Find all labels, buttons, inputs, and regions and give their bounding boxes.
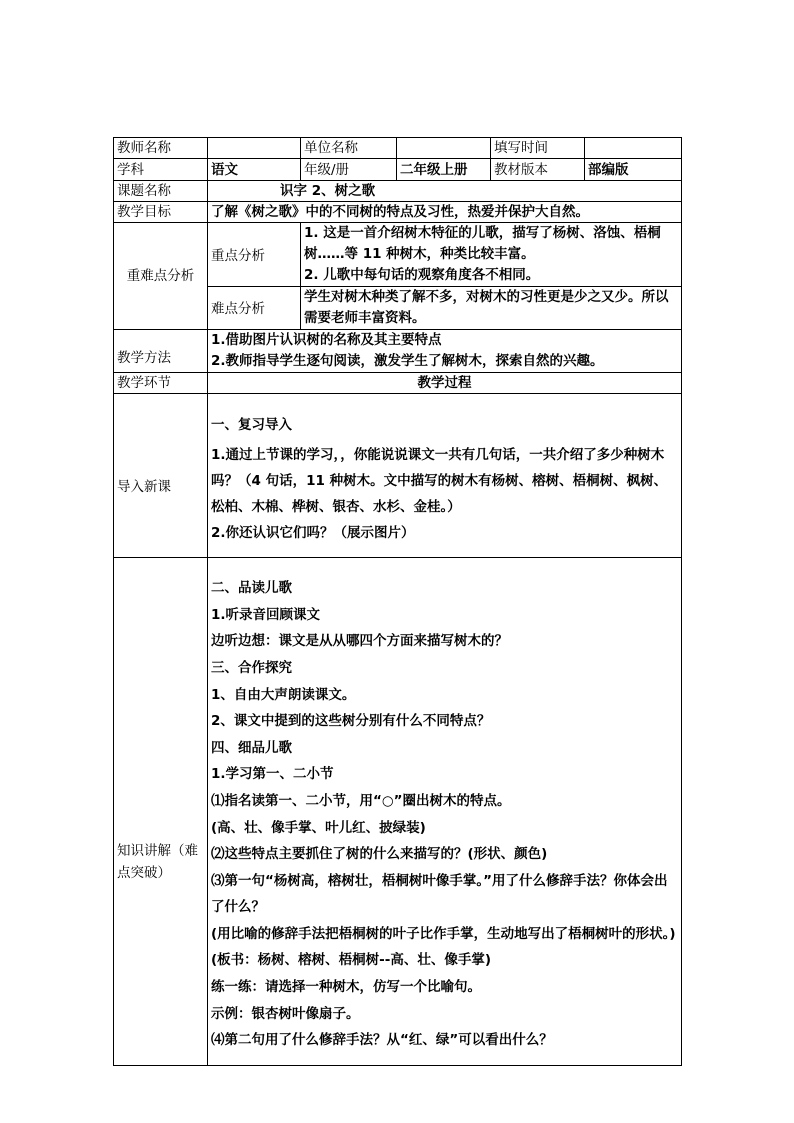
goal-label: 教学目标 bbox=[114, 202, 208, 223]
stage-label: 教学环节 bbox=[114, 373, 208, 394]
row-topic bbox=[114, 181, 682, 202]
teacher-value bbox=[208, 138, 301, 159]
fill-time-value bbox=[585, 138, 682, 159]
grade-value: 二年级上册 bbox=[397, 159, 491, 181]
knowledge-line-3: 边听边想：课文是从从哪四个方面来描写树木的？ bbox=[211, 633, 508, 650]
process-label: 教学过程 bbox=[208, 373, 682, 394]
goal-value: 了解《树之歌》中的不同树的特点及习性，热爱并保护大自然。 bbox=[208, 202, 682, 223]
teacher-label: 教师名称 bbox=[114, 138, 208, 159]
grade-label: 年级/册 bbox=[301, 159, 397, 181]
knowledge-line-6: 2、课文中提到的这些树分别有什么不同特点？ bbox=[211, 713, 491, 730]
method-line-1: 1.借助图片认识树的名称及其主要特点 bbox=[211, 332, 442, 348]
knowledge-label: 知识讲解（难点突破） bbox=[114, 558, 208, 1066]
knowledge-line-5: 1、自由大声朗读课文。 bbox=[211, 686, 356, 703]
row-process-header bbox=[114, 373, 682, 394]
knowledge-line-8: 1.学习第一、二小节 bbox=[211, 766, 334, 783]
row-intro bbox=[114, 394, 682, 558]
difficult-analysis-text: 学生对树木种类了解不多，对树木的习性更是少之又少。所以需要老师丰富资料。 bbox=[301, 287, 682, 330]
subject-value: 语文 bbox=[208, 159, 301, 181]
subject-label: 学科 bbox=[114, 159, 208, 181]
intro-line-2: 1.通过上节课的学习，，你能说说课文一共有几句话，一共介绍了多少种树木吗？（4 句话，11 种树木。文中描写的树木有杨树、榕树、梧桐树、枫树、松柏、木棉、桦树、银杏、水杉、金桂。） bbox=[211, 446, 668, 515]
difficult-analysis-label: 难点分析 bbox=[208, 287, 301, 330]
row-teacher bbox=[114, 138, 682, 159]
intro-content bbox=[208, 394, 682, 558]
row-goal bbox=[114, 202, 682, 223]
row-method bbox=[114, 330, 682, 373]
knowledge-line-16: 示例：银杏树叶像扇子。 bbox=[211, 1005, 360, 1022]
row-key-analysis bbox=[114, 223, 682, 287]
knowledge-content bbox=[208, 558, 682, 1066]
knowledge-line-10: (高、壮、像手掌、叶儿红、披绿装) bbox=[211, 819, 426, 836]
row-subject bbox=[114, 159, 682, 181]
unit-label: 单位名称 bbox=[301, 138, 397, 159]
key-analysis-content bbox=[301, 223, 682, 287]
key-analysis-label: 重点分析 bbox=[208, 223, 301, 287]
intro-label: 导入新课 bbox=[114, 394, 208, 558]
knowledge-line-17: ⑷第二句用了什么修辞手法？从“红、绿”可以看出什么？ bbox=[211, 1032, 553, 1049]
intro-line-3: 2.你还认识它们吗？（展示图片） bbox=[211, 524, 415, 541]
knowledge-line-4: 三、合作探究 bbox=[211, 659, 292, 676]
knowledge-line-11: ⑵这些特点主要抓住了树的什么来描写的？(形状、颜色) bbox=[211, 846, 548, 863]
knowledge-line-9: ⑴指名读第一、二小节，用“○”圈出树木的特点。 bbox=[211, 792, 511, 809]
knowledge-line-14: (板书：杨树、榕树、梧桐树--高、壮、像手掌) bbox=[211, 952, 492, 969]
knowledge-line-15: 练一练：请选择一种树木，仿写一个比喻句。 bbox=[211, 979, 481, 996]
knowledge-line-7: 四、细品儿歌 bbox=[211, 739, 292, 756]
knowledge-line-1: 二、品读儿歌 bbox=[211, 580, 292, 597]
knowledge-line-12: ⑶第一句“杨树高，榕树壮，梧桐树叶像手掌。”用了什么修辞手法？你体会出了什么？ bbox=[211, 872, 668, 916]
key-analysis-line-1: 1. 这是一首介绍树木特征的儿歌，描写了杨树、洛蚀、梧桐树……等 11 种树木，种类比较丰富。 bbox=[304, 225, 661, 262]
row-knowledge bbox=[114, 558, 682, 1066]
key-analysis-line-2: 2. 儿歌中每句话的观察角度各不相同。 bbox=[304, 267, 540, 283]
method-line-2: 2.教师指导学生逐句阅读，激发学生了解树木，探索自然的兴趣。 bbox=[211, 353, 604, 369]
analysis-label: 重难点分析 bbox=[114, 223, 208, 330]
topic-value: 识字 2、树之歌 bbox=[208, 181, 682, 202]
method-content bbox=[208, 330, 682, 373]
lesson-plan-table bbox=[113, 137, 682, 1066]
unit-value bbox=[397, 138, 491, 159]
fill-time-label: 填写时间 bbox=[491, 138, 585, 159]
topic-label: 课题名称 bbox=[114, 181, 208, 202]
knowledge-line-2: 1.听录音回顾课文 bbox=[211, 606, 321, 623]
knowledge-line-13: (用比喻的修辞手法把梧桐树的叶子比作手掌，生动地写出了梧桐树叶的形状。) bbox=[211, 925, 676, 942]
intro-line-1: 一、复习导入 bbox=[211, 416, 292, 433]
method-label: 教学方法 bbox=[114, 330, 208, 373]
edition-label: 教材版本 bbox=[491, 159, 585, 181]
edition-value: 部编版 bbox=[585, 159, 682, 181]
